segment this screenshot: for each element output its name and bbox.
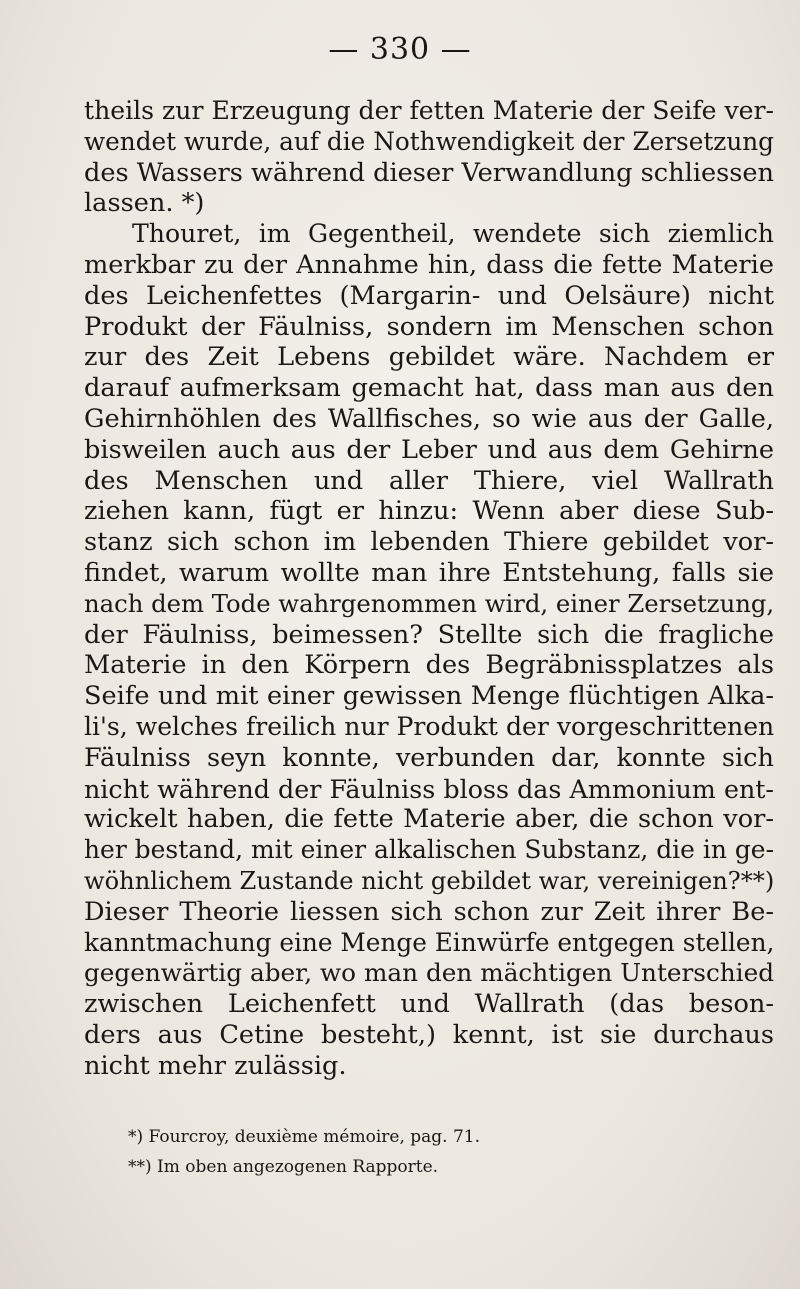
main-text [84,96,774,1082]
text-line: zur des Zeit Lebens gebildet wäre. Nachdem er [84,342,774,373]
text-line: ziehen kann, fügt er hinzu: Wenn aber diese Sub- [84,496,774,527]
footnote: **) Im oben angezogenen Rapporte. [128,1157,439,1177]
text-line: wendet wurde, auf die Nothwendigkeit der Zersetzung [84,126,774,156]
text-line: nach dem Tode wahrgenommen wird, einer Zersetzung, [84,588,775,618]
text-line: Seife und mit einer gewissen Menge flüchtigen Alka- [84,681,774,712]
text-line: nicht mehr zulässig. [84,1050,347,1081]
text-line: her bestand, mit einer alkalischen Substanz, die in ge- [84,835,774,865]
text-line: der Fäulniss, beimessen? Stellte sich die fragliche [84,619,774,650]
text-line: wickelt haben, die fette Materie aber, die schon vor- [84,804,774,835]
text-line: lassen. *) [84,188,205,219]
text-line: des Menschen und aller Thiere, viel Wallrath [84,465,774,496]
text-line: bisweilen auch aus der Leber und aus dem Gehirne [84,434,774,465]
text-line: darauf aufmerksam gemacht hat, dass man aus den [84,373,774,404]
text-line: ders aus Cetine besteht,) kennt, ist sie durchaus [84,1019,774,1050]
text-line: merkbar zu der Annahme hin, dass die fette Materie [84,249,774,280]
text-line: Gehirnhöhlen des Wallfisches, so wie aus der Galle, [84,403,774,434]
text-line: gegenwärtig aber, wo man den mächtigen Unterschied [84,958,774,988]
text-line: findet, warum wollte man ihre Entstehung, falls sie [84,557,774,588]
footnotes [128,1122,688,1182]
text-line: Dieser Theorie liessen sich schon zur Zeit ihrer Be- [84,896,774,927]
text-line: theils zur Erzeugung der fetten Materie der Seife ver- [84,96,774,125]
text-line: nicht während der Fäulniss bloss das Ammonium ent- [84,773,774,804]
text-line: Materie in den Körpern des Begräbnissplatzes als [84,650,774,681]
footnote: *) Fourcroy, deuxième mémoire, pag. 71. [128,1127,481,1147]
text-line: Produkt der Fäulniss, sondern im Menschen schon [84,311,774,342]
text-line: zwischen Leichenfett und Wallrath (das beson- [84,989,774,1020]
text-line: li's, welches freilich nur Produkt der vorgeschrittenen [84,711,775,741]
text-line: Fäulniss seyn konnte, verbunden dar, konnte sich [84,742,774,773]
text-line: wöhnlichem Zustande nicht gebildet war, vereinigen?**) [84,866,775,895]
text-line: des Wassers während dieser Verwandlung schliessen [84,157,775,188]
text-line: kanntmachung eine Menge Einwürfe entgegen stellen, [84,927,775,957]
page-number: — 330 — [328,32,472,67]
text-line: Thouret, im Gegentheil, wendete sich ziemlich [132,219,774,249]
text-line: stanz sich schon im lebenden Thiere gebildet vor- [84,527,774,558]
text-line: des Leichenfettes (Margarin- und Oelsäure) nicht [84,280,774,311]
